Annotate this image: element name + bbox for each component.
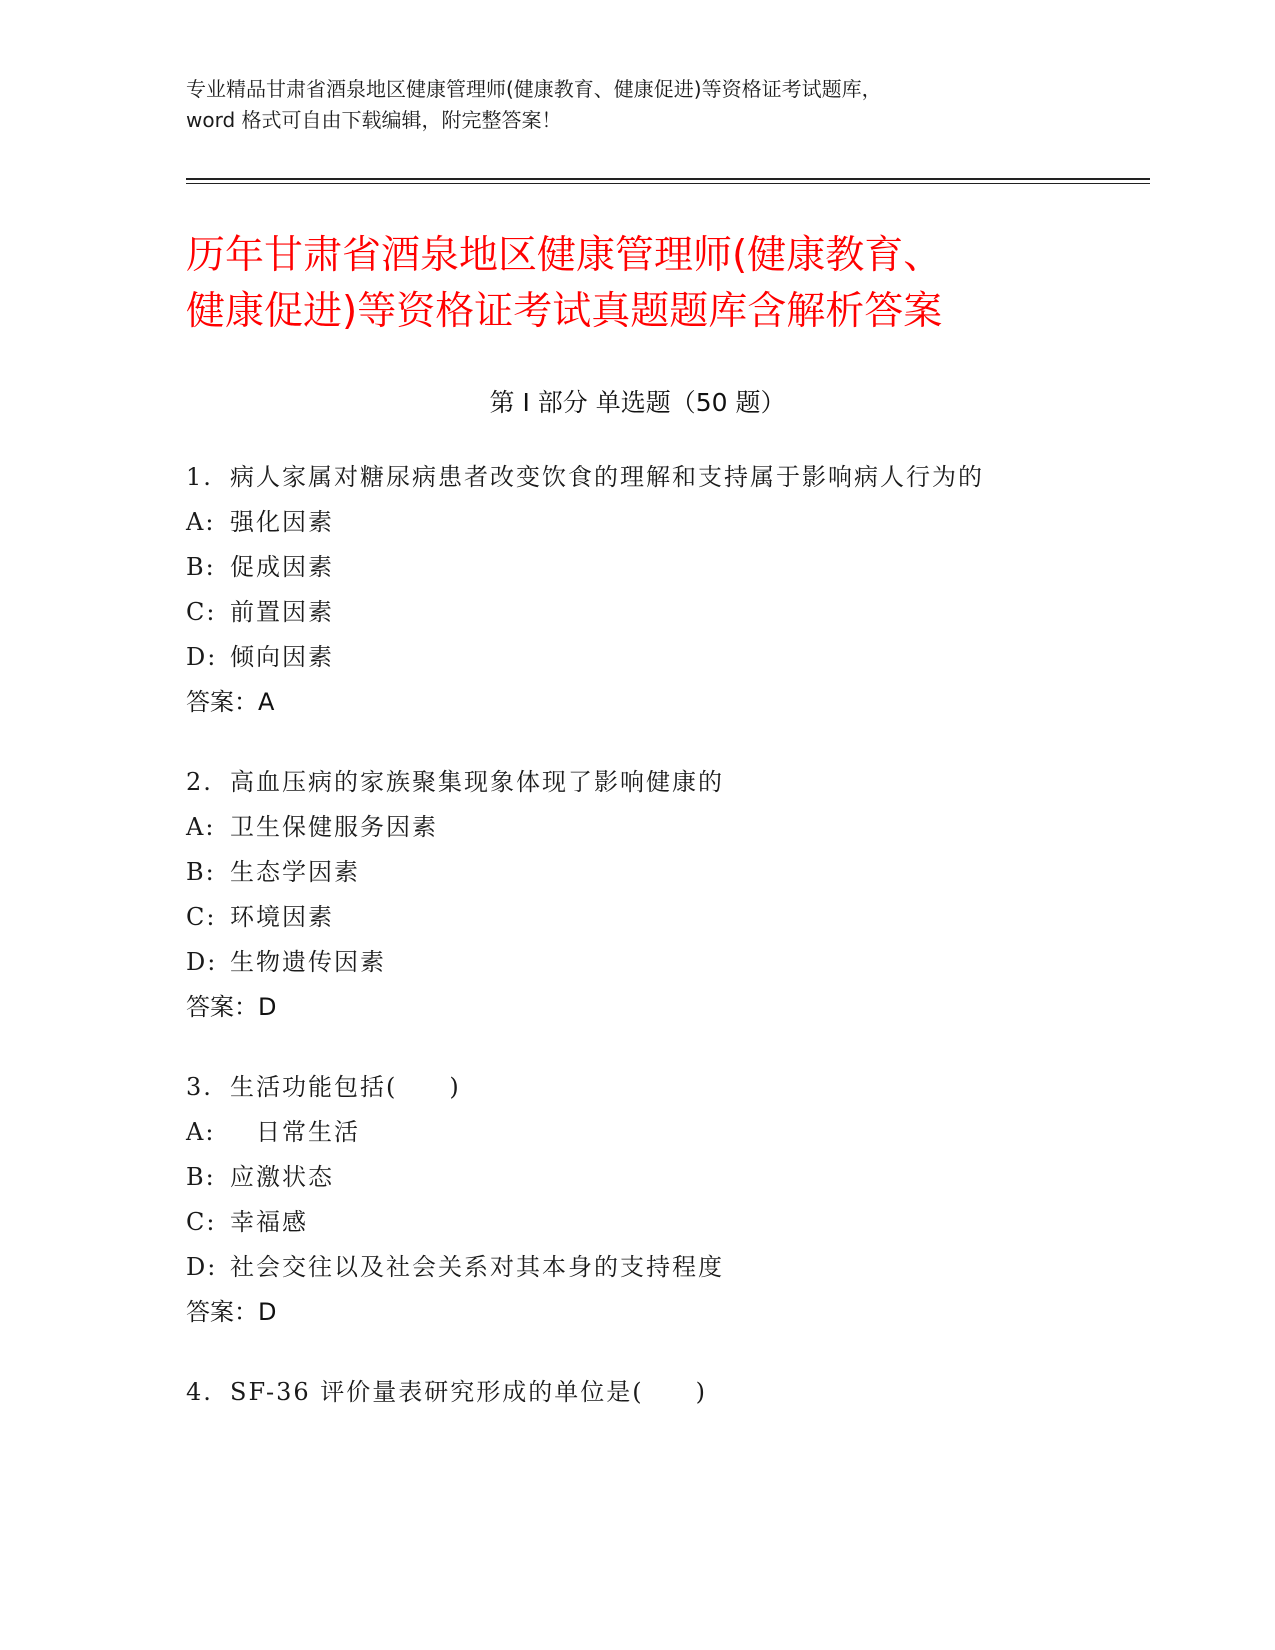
question-stem xyxy=(186,1370,1166,1415)
answer: 答案：A xyxy=(186,688,275,716)
question-text: SF-36 评价量表研究形成的单位是( ) xyxy=(230,1378,708,1406)
question-number: 3. xyxy=(186,1073,213,1101)
option-text: 日常生活 xyxy=(230,1118,360,1146)
option-text: 社会交往以及社会关系对其本身的支持程度 xyxy=(230,1253,724,1281)
option-label: B: xyxy=(186,553,216,581)
header-note-line-2: word 格式可自由下载编辑，附完整答案！ xyxy=(186,108,562,132)
option-a xyxy=(186,805,1166,850)
option-label: B: xyxy=(186,1163,216,1191)
header-note-line-1: 专业精品甘肃省酒泉地区健康管理师(健康教育、健康促进)等资格证考试题库， xyxy=(186,77,882,101)
question-number: 1. xyxy=(186,463,213,491)
option-label: B: xyxy=(186,858,216,886)
option-b xyxy=(186,850,1166,895)
option-label: D: xyxy=(186,1253,218,1281)
question-1 xyxy=(186,455,1166,725)
option-label: A: xyxy=(186,813,216,841)
question-3 xyxy=(186,1065,1166,1335)
header-rule-thick xyxy=(186,178,1150,180)
question-text: 高血压病的家族聚集现象体现了影响健康的 xyxy=(230,768,724,796)
question-stem xyxy=(186,1065,1166,1110)
option-text: 卫生保健服务因素 xyxy=(230,813,438,841)
header-note xyxy=(186,74,1086,136)
header-rule-thin xyxy=(186,183,1150,184)
question-2 xyxy=(186,760,1166,1030)
question-number: 2. xyxy=(186,768,213,796)
section-title: 第 I 部分 单选题（50 题） xyxy=(489,388,786,417)
option-label: A: xyxy=(186,508,216,536)
option-d xyxy=(186,940,1166,985)
option-text: 前置因素 xyxy=(230,598,334,626)
option-text: 应激状态 xyxy=(230,1163,334,1191)
answer: 答案：D xyxy=(186,1298,277,1326)
option-text: 幸福感 xyxy=(230,1208,308,1236)
answer: 答案：D xyxy=(186,993,277,1021)
option-text: 强化因素 xyxy=(230,508,334,536)
option-b xyxy=(186,545,1166,590)
document-title-line-1: 历年甘肃省酒泉地区健康管理师(健康教育、 xyxy=(186,233,943,278)
option-text: 生态学因素 xyxy=(230,858,360,886)
document-title-line-2: 健康促进)等资格证考试真题题库含解析答案 xyxy=(186,289,943,334)
option-label: D: xyxy=(186,948,218,976)
question-text: 病人家属对糖尿病患者改变饮食的理解和支持属于影响病人行为的 xyxy=(230,463,984,491)
option-label: D: xyxy=(186,643,218,671)
option-text: 生物遗传因素 xyxy=(230,948,386,976)
option-label: A: xyxy=(186,1118,216,1146)
option-a xyxy=(186,1110,1166,1155)
option-text: 倾向因素 xyxy=(230,643,334,671)
option-label: C: xyxy=(186,598,217,626)
question-number: 4. xyxy=(186,1378,213,1406)
document-title xyxy=(186,228,1146,340)
question-stem xyxy=(186,760,1166,805)
option-text: 环境因素 xyxy=(230,903,334,931)
option-label: C: xyxy=(186,903,217,931)
option-text: 促成因素 xyxy=(230,553,334,581)
question-4 xyxy=(186,1370,1166,1415)
option-c xyxy=(186,590,1166,635)
option-label: C: xyxy=(186,1208,217,1236)
option-c xyxy=(186,895,1166,940)
option-d xyxy=(186,1245,1166,1290)
option-c xyxy=(186,1200,1166,1245)
question-text: 生活功能包括( ) xyxy=(230,1073,461,1101)
option-d xyxy=(186,635,1166,680)
option-a xyxy=(186,500,1166,545)
option-b xyxy=(186,1155,1166,1200)
question-stem xyxy=(186,455,1166,500)
